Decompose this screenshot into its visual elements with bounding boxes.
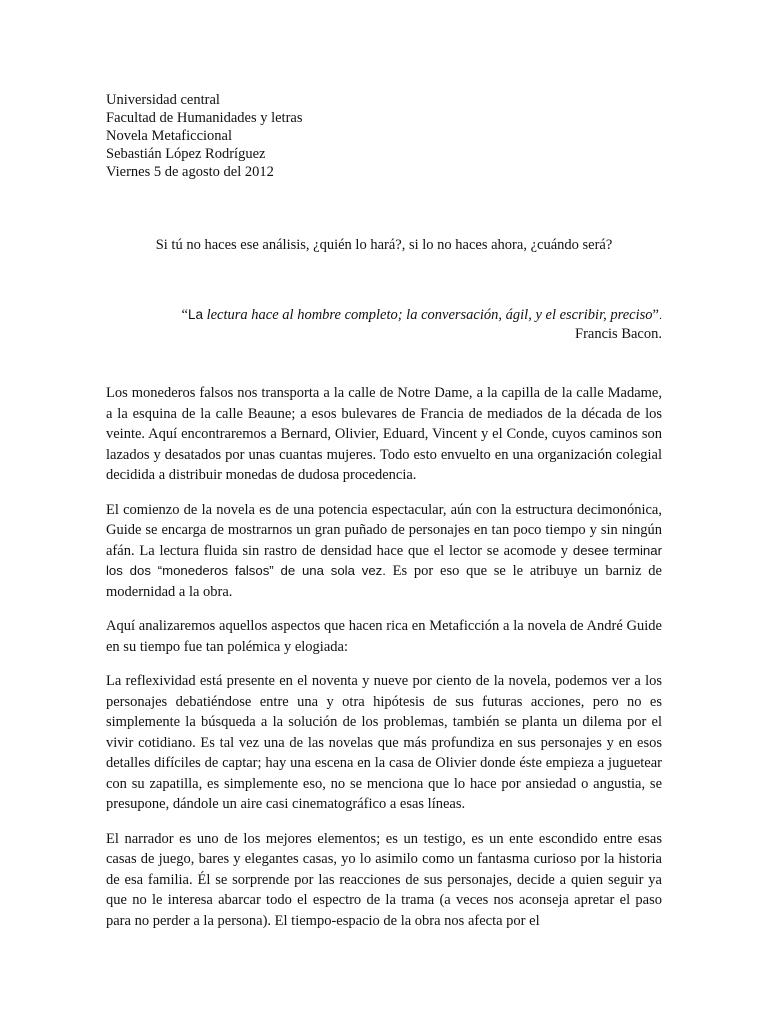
epigraph-quote-text: lectura hace al hombre completo; la conversación, ágil, y el escribir, preciso [202,307,653,323]
epigraph-dot: . [658,310,662,322]
document-header [106,91,662,181]
paragraph-3: Aquí analizaremos aquellos aspectos que hacen rica en Metaficción a la novela de André Guide en su tiempo fue tan polémica y elogiada: [106,618,662,655]
paragraph-2-part-b: desee terminar los dos “monederos falsos” de una sola vez. [106,542,662,578]
paragraph-4: La reflexividad está presente en el noventa y nueve por ciento de la novela, podemos ver a los personajes debatiéndose entre una y otra hipótesis de sus futuras acciones, pero no es simplemente la búsqueda a la solución de los problemas, también se planta un dilema por el vivir cotidiano. Es tal vez una de las novelas que más profundiza en sus personajes y en esos detalles difíciles de captar; hay una escena en la casa de Olivier donde éste empieza a juguetear con su zapatilla, es simplemente eso, no se menciona que lo hace por ansiedad o angustia, se presupone, dándole un aire casi cinematográfico a esas líneas. [106,673,662,812]
epigraph-first-word: La [187,307,203,322]
epigraph-close-quote: ” [652,307,659,323]
paragraph-2-part-c: Es por eso que se le atribuye un barniz de modernidad a la obra. [106,563,662,600]
document-page [106,91,662,945]
epigraph-quote [106,306,662,325]
paragraph-2 [106,500,662,603]
paragraph-1: Los monederos falsos nos transporta a la calle de Notre Dame, a la capilla de la calle Madame, a la esquina de la calle Beaune; a esos bulevares de Francia de mediados de la década de los veinte. Aquí encontraremos a Bernard, Olivier, Eduard, Vincent y el Conde, cuyos caminos son lazados y desatados por unas cuantas mujeres. Todo esto envuelto en una organización colegial decidida a distribuir monedas de dudosa procedencia. [106,385,662,483]
document-body [106,383,662,931]
epigraph-attribution: Francis Bacon. [575,326,662,342]
header-university: Universidad central [106,92,220,108]
header-author: Sebastián López Rodríguez [106,146,266,162]
opening-question: Si tú no haces ese análisis, ¿quién lo hará?, si lo no haces ahora, ¿cuándo será? [155,237,613,253]
header-course: Novela Metaficcional [106,128,233,144]
header-faculty: Facultad de Humanidades y letras [106,110,303,126]
epigraph-open-quote: “ [181,307,188,323]
epigraph [106,306,662,343]
paragraph-5: El narrador es uno de los mejores elementos; es un testigo, es un ente escondido entre esas casas de juego, bares y elegantes casas, yo lo asimilo como un fantasma curioso por la historia de esa familia. Él se sorprende por las reacciones de sus personajes, decide a quien seguir ya que no le interesa abarcar todo el espectro de la trama (a veces nos aconseja apretar el paso para no perder a la persona). El tiempo-espacio de la obra nos afecta por el [106,830,662,929]
header-date: Viernes 5 de agosto del 2012 [106,164,274,180]
paragraph-2-part-a: El comienzo de la novela es de una potencia espectacular, aún con la estructura decimonónica, Guide se encarga de mostrarnos un gran puñado de personajes en tan poco tiempo y sin ningún afán. La lectura fluida sin rastro de densidad hace que el lector se acomode y [106,501,662,559]
